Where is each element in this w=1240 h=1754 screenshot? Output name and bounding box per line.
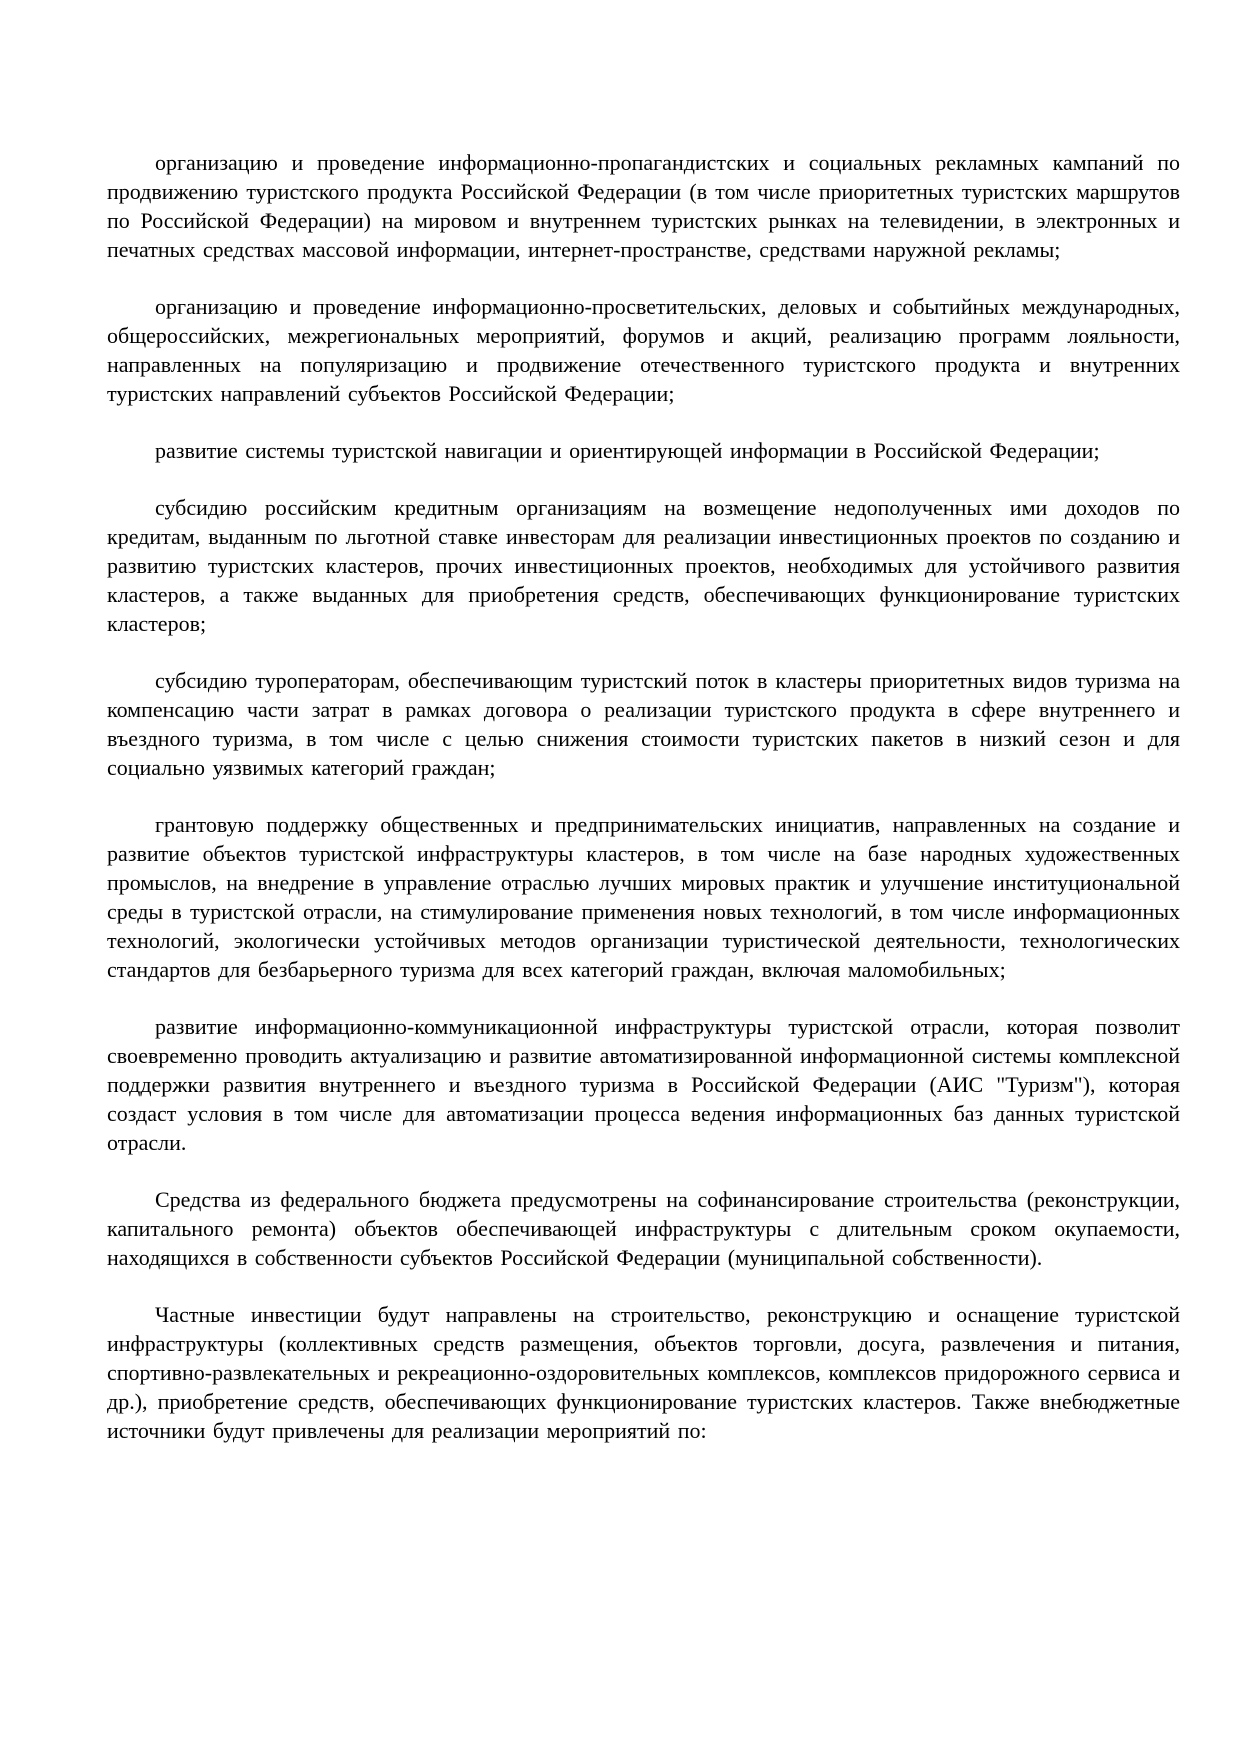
paragraph-credit-subsidy: субсидию российским кредитным организациям на возмещение недополученных ими доходов по кредитам, выданным по льготной ставке инвесторам для реализации инвестиционных проектов по созданию и развитию туристских кластеров, прочих инвестиционных проектов, необходимых для устойчивого развития кластеров, а также выданных для приобретения средств, обеспечивающих функционирование туристских кластеров; — [107, 495, 1180, 636]
paragraph-private-investment: Частные инвестиции будут направлены на строительство, реконструкцию и оснащение туристской инфраструктуры (коллективных средств размещения, объектов торговли, досуга, развлечения и питания, спортивно-развлекательных и рекреационно-оздоровительных комплексов, комплексов придорожного сервиса и др.), приобретение средств, обеспечивающих функционирование туристских кластеров. Также внебюджетные источники будут привлечены для реализации мероприятий по: — [107, 1302, 1180, 1443]
paragraph-ict-infrastructure: развитие информационно-коммуникационной инфраструктуры туристской отрасли, которая позволит своевременно проводить актуализацию и развитие автоматизированной информационной системы комплексной поддержки развития внутреннего и въездного туризма в Российской Федерации (АИС "Туризм"), которая создаст условия в том числе для автоматизации процесса ведения информационных баз данных туристской отрасли. — [107, 1014, 1180, 1155]
paragraph-navigation-system: развитие системы туристской навигации и ориентирующей информации в Российской Федерации; — [155, 438, 1100, 463]
paragraph-federal-budget: Средства из федерального бюджета предусмотрены на софинансирование строительства (реконструкции, капитального ремонта) объектов обеспечивающей инфраструктуры с длительным сроком окупаемости, находящихся в собственности субъектов Российской Федерации (муниципальной собственности). — [107, 1187, 1180, 1270]
paragraph-events-programs: организацию и проведение информационно-просветительских, деловых и событийных международных, общероссийских, межрегиональных мероприятий, форумов и акций, реализацию программ лояльности, направленных на популяризацию и продвижение отечественного туристского продукта и внутренних туристских направлений субъектов Российской Федерации; — [107, 294, 1180, 406]
paragraph-ad-campaigns: организацию и проведение информационно-пропагандистских и социальных рекламных кампаний по продвижению туристского продукта Российской Федерации (в том числе приоритетных туристских маршрутов по Российской Федерации) на мировом и внутреннем туристских рынках на телевидении, в электронных и печатных средствах массовой информации, интернет-пространстве, средствами наружной рекламы; — [107, 150, 1180, 262]
document-body — [107, 148, 1180, 1445]
paragraph-grant-support: грантовую поддержку общественных и предпринимательских инициатив, направленных на создание и развитие объектов туристской инфраструктуры кластеров, в том числе на базе народных художественных промыслов, на внедрение в управление отраслью лучших мировых практик и улучшение институциональной среды в туристской отрасли, на стимулирование применения новых технологий, в том числе информационных технологий, экологически устойчивых методов организации туристической деятельности, технологических стандартов для безбарьерного туризма для всех категорий граждан, включая маломобильных; — [107, 812, 1180, 982]
paragraph-touroperator-subsidy: субсидию туроператорам, обеспечивающим туристский поток в кластеры приоритетных видов туризма на компенсацию части затрат в рамках договора о реализации туристского продукта в сфере внутреннего и въездного туризма, в том числе с целью снижения стоимости туристских пакетов в низкий сезон и для социально уязвимых категорий граждан; — [107, 668, 1180, 780]
